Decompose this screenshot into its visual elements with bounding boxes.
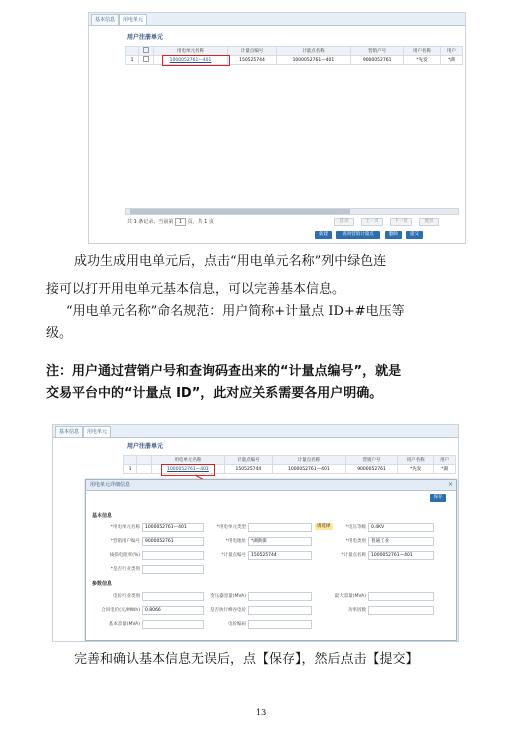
meter-no-label: *计量点编号	[221, 553, 246, 558]
contract-cap-field[interactable]: 0.8066	[142, 606, 204, 615]
col-user: 用户	[440, 47, 462, 56]
col-meter-no: 计量点编号	[228, 47, 277, 56]
next-page-button[interactable]: 下一页	[390, 218, 412, 226]
col-account: 营销户号	[345, 456, 397, 465]
voltage-select-badge: 请选择	[317, 524, 331, 529]
param-section-title: 参数信息	[92, 581, 113, 587]
new-button[interactable]: 新建	[315, 231, 332, 239]
address-field[interactable]: *湖新街	[248, 537, 312, 546]
horizontal-scrollbar[interactable]	[125, 208, 459, 215]
para1-line3: “用电单元名称”命名规范：用户简称+计量点 ID+#电压等	[66, 304, 405, 319]
col-user-name: 用户名称	[404, 47, 440, 56]
col-meter-name: 计量点名称	[276, 47, 350, 56]
pager-records: 共 1 条记录，当前第	[127, 219, 174, 225]
power-factor-field[interactable]	[368, 606, 434, 615]
cell-meter-name: 1000052761—401	[272, 465, 345, 474]
last-page-button[interactable]: 尾页	[419, 218, 439, 226]
page-number: 13	[256, 708, 267, 717]
tab-power-unit[interactable]: 用电单元	[119, 14, 147, 25]
para1-line4: 级。	[46, 326, 73, 341]
cell-account: 9000052761	[350, 56, 403, 65]
col-index	[124, 456, 137, 465]
meter-name-field[interactable]: 1000052761—401	[368, 551, 434, 560]
cell-account: 9000052761	[345, 465, 397, 474]
loss-rate-label: 线损电阻率(%)	[109, 553, 140, 558]
col-account: 营销户号	[350, 47, 403, 56]
screenshot-unit-detail	[52, 424, 459, 642]
cell-user: *湖	[434, 465, 456, 474]
basic-section-title: 基本信息	[92, 513, 113, 519]
col-check[interactable]	[137, 456, 152, 465]
prev-page-button[interactable]: 上一页	[361, 218, 383, 226]
cell-index: 1	[124, 465, 137, 474]
col-unit-name: 用电单元名称	[154, 47, 228, 56]
unit-name-link[interactable]: 1000052761—401	[152, 465, 225, 474]
unit-name-field[interactable]: 1000052761—401	[142, 523, 204, 532]
pager-pages: 页，共 1 页	[187, 219, 214, 225]
capacity-label: 变压器容量(MVA)	[210, 594, 246, 599]
para1-line2: 接可以打开用电单元基本信息，可以完善基本信息。	[46, 282, 346, 297]
account-label: *营销用户编号	[110, 539, 140, 544]
meter-no-field[interactable]: 150525744	[248, 551, 312, 560]
cell-user-name: *先发	[404, 56, 440, 65]
panel-title: 用户注册单元	[127, 443, 164, 450]
scrollbar-thumb[interactable]	[130, 209, 350, 214]
note-line2: 交易平台中的“计量点 ID”，此对应关系需要各用户明确。	[46, 386, 383, 401]
industry-label: *是否行业类别	[110, 567, 140, 572]
meter-name-label: *计量点名称	[341, 553, 366, 558]
cell-meter-no: 150525744	[228, 56, 277, 65]
col-check[interactable]	[139, 47, 154, 56]
tab-power-unit[interactable]: 用电单元	[83, 426, 111, 437]
address-label: *用电地址	[225, 539, 246, 544]
unit-type-label: *用电单元类型	[216, 525, 246, 530]
col-meter-no: 计量点编号	[224, 456, 272, 465]
cell-meter-no: 150525744	[224, 465, 272, 474]
unit-name-label: *用电单元名称	[110, 525, 140, 530]
power-factor-label: 功率因数	[348, 608, 366, 613]
para2-line1: 完善和确认基本信息无误后，点【保存】，然后点击【提交】	[74, 652, 419, 667]
grid-fee-label: 基本容量(MVA)	[108, 622, 140, 627]
category-label: *用电类别	[345, 539, 366, 544]
industry-select[interactable]	[142, 565, 204, 574]
tab-basic-info[interactable]: 基本信息	[55, 426, 83, 437]
query-meter-button[interactable]: 查询营销计量点	[336, 231, 380, 239]
max-demand-label: 最大需量(MVA)	[334, 594, 366, 599]
voltage-select[interactable]: 0.4KV	[368, 523, 434, 532]
category-select[interactable]: 普通工业	[368, 537, 434, 546]
cell-user: *湖	[440, 56, 462, 65]
grid-fee-field[interactable]	[142, 620, 204, 629]
dialog-title: 用电单元详细信息	[86, 480, 456, 491]
row-checkbox[interactable]	[139, 56, 154, 65]
cell-index: 1	[126, 56, 139, 65]
cell-user-name: *先发	[398, 465, 434, 474]
voltage-label: *电压等级	[345, 525, 366, 530]
unit-type-select[interactable]	[248, 523, 312, 532]
col-index	[126, 47, 139, 56]
col-user: 用户	[434, 456, 456, 465]
row-checkbox[interactable]	[137, 465, 152, 474]
loss-rate-field[interactable]	[142, 551, 204, 560]
col-user-name: 用户名称	[398, 456, 434, 465]
price-code-field[interactable]	[248, 620, 312, 629]
max-demand-field[interactable]	[368, 592, 434, 601]
contract-cap-label: 合同电价(元/MWh)	[101, 608, 140, 613]
save-button[interactable]: 保存	[430, 494, 446, 502]
delete-button[interactable]: 删除	[385, 231, 402, 239]
account-field[interactable]: 9000052761	[142, 537, 204, 546]
price-cat-select[interactable]	[142, 592, 204, 601]
exec-time-select[interactable]	[248, 606, 312, 615]
capacity-field[interactable]	[248, 592, 312, 601]
cell-meter-name: 1000052761—401	[276, 56, 350, 65]
submit-button[interactable]: 提交	[406, 231, 423, 239]
pager-page-input[interactable]: 1	[175, 218, 186, 226]
exec-time-label: 是否执行峰谷电价	[210, 608, 246, 613]
price-cat-label: 电价行业类别	[113, 594, 140, 599]
price-code-label: 电价编码	[228, 622, 246, 627]
tab-basic-info[interactable]: 基本信息	[91, 14, 119, 25]
col-meter-name: 计量点名称	[272, 456, 345, 465]
panel-title: 用户注册单元	[127, 34, 164, 41]
close-icon[interactable]: ×	[447, 481, 453, 488]
col-unit-name: 用电单元名称	[152, 456, 225, 465]
para1-line1: 成功生成用电单元后，点击“用电单元名称”列中绿色连	[74, 254, 387, 269]
unit-detail-dialog	[85, 479, 457, 641]
screenshot-unit-list	[88, 12, 466, 244]
highlight-box	[162, 55, 230, 66]
unit-name-link[interactable]: 1000052761—401	[154, 56, 228, 65]
pager	[127, 218, 214, 226]
first-page-button[interactable]: 首页	[334, 218, 354, 226]
tab-bar	[53, 425, 458, 438]
note-line1: 注：用户通过营销户号和查询码查出来的“计量点编号”，就是	[46, 364, 402, 379]
